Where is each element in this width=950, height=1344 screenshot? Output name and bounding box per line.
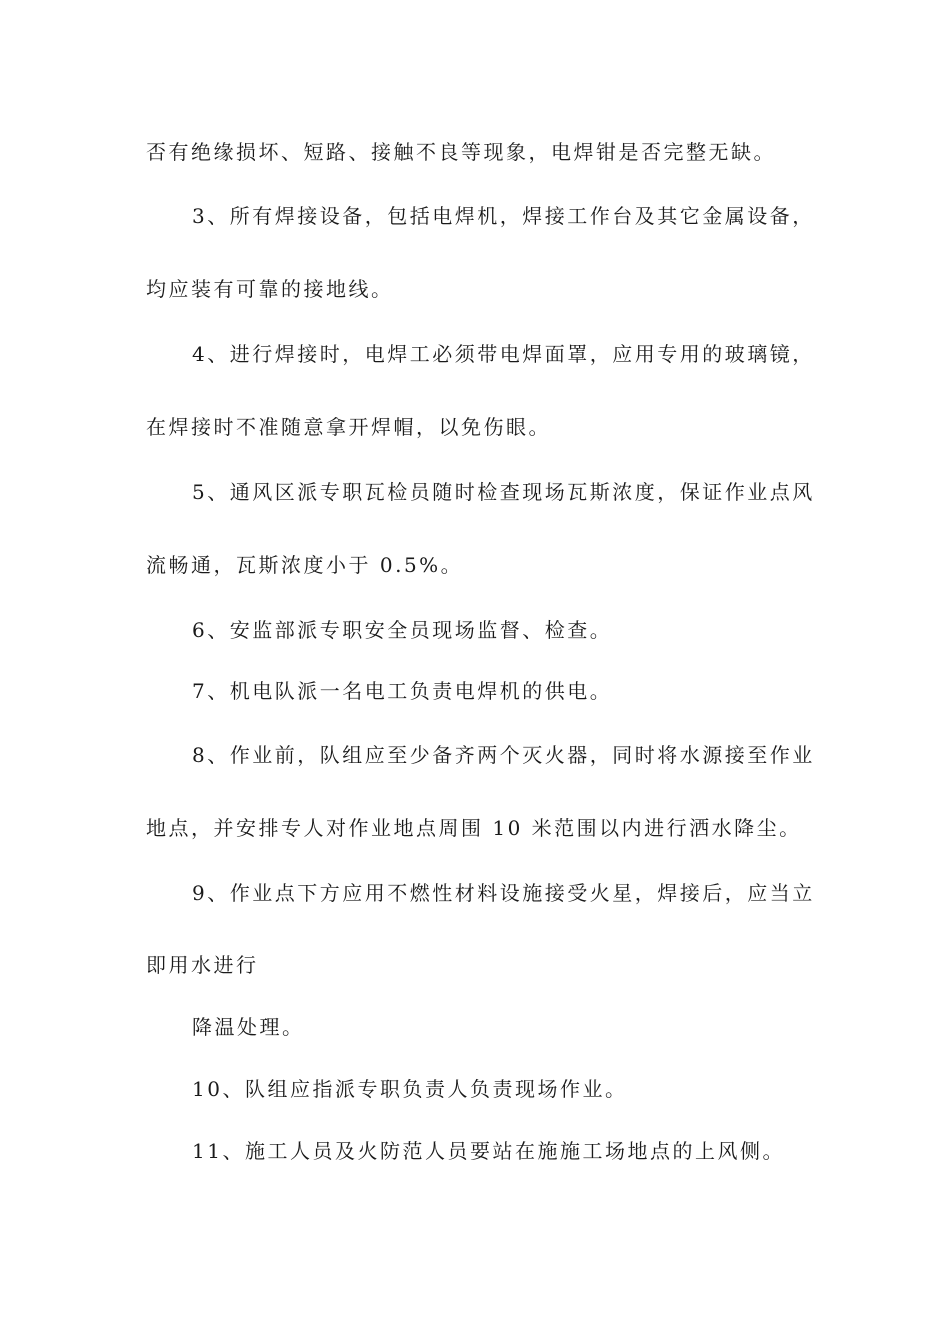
text-line: 即用水进行 [146,953,259,977]
text-line: 7、机电队派一名电工负责电焊机的供电。 [192,679,613,703]
text-line: 10、队组应指派专职负责人负责现场作业。 [192,1077,628,1101]
text-line: 9、作业点下方应用不燃性材料设施接受火星，焊接后，应当立 [192,881,815,905]
text-line: 均应装有可靠的接地线。 [146,277,394,301]
text-line: 3、所有焊接设备，包括电焊机，焊接工作台及其它金属设备， [192,204,815,228]
text-line: 流畅通，瓦斯浓度小于 0.5%。 [146,553,464,577]
text-line: 否有绝缘损坏、短路、接触不良等现象，电焊钳是否完整无缺。 [146,140,776,164]
text-line: 降温处理。 [192,1015,305,1039]
text-line: 4、进行焊接时，电焊工必须带电焊面罩，应用专用的玻璃镜， [192,342,815,366]
text-line: 地点，并安排专人对作业地点周围 10 米范围以内进行洒水降尘。 [146,816,802,840]
text-line: 11、施工人员及火防范人员要站在施施工场地点的上风侧。 [192,1139,785,1163]
text-line: 在焊接时不准随意拿开焊帽，以免伤眼。 [146,415,551,439]
text-line: 8、作业前，队组应至少备齐两个灭火器，同时将水源接至作业 [192,743,815,767]
text-line: 6、安监部派专职安全员现场监督、检查。 [192,618,613,642]
text-line: 5、通风区派专职瓦检员随时检查现场瓦斯浓度，保证作业点风 [192,480,815,504]
